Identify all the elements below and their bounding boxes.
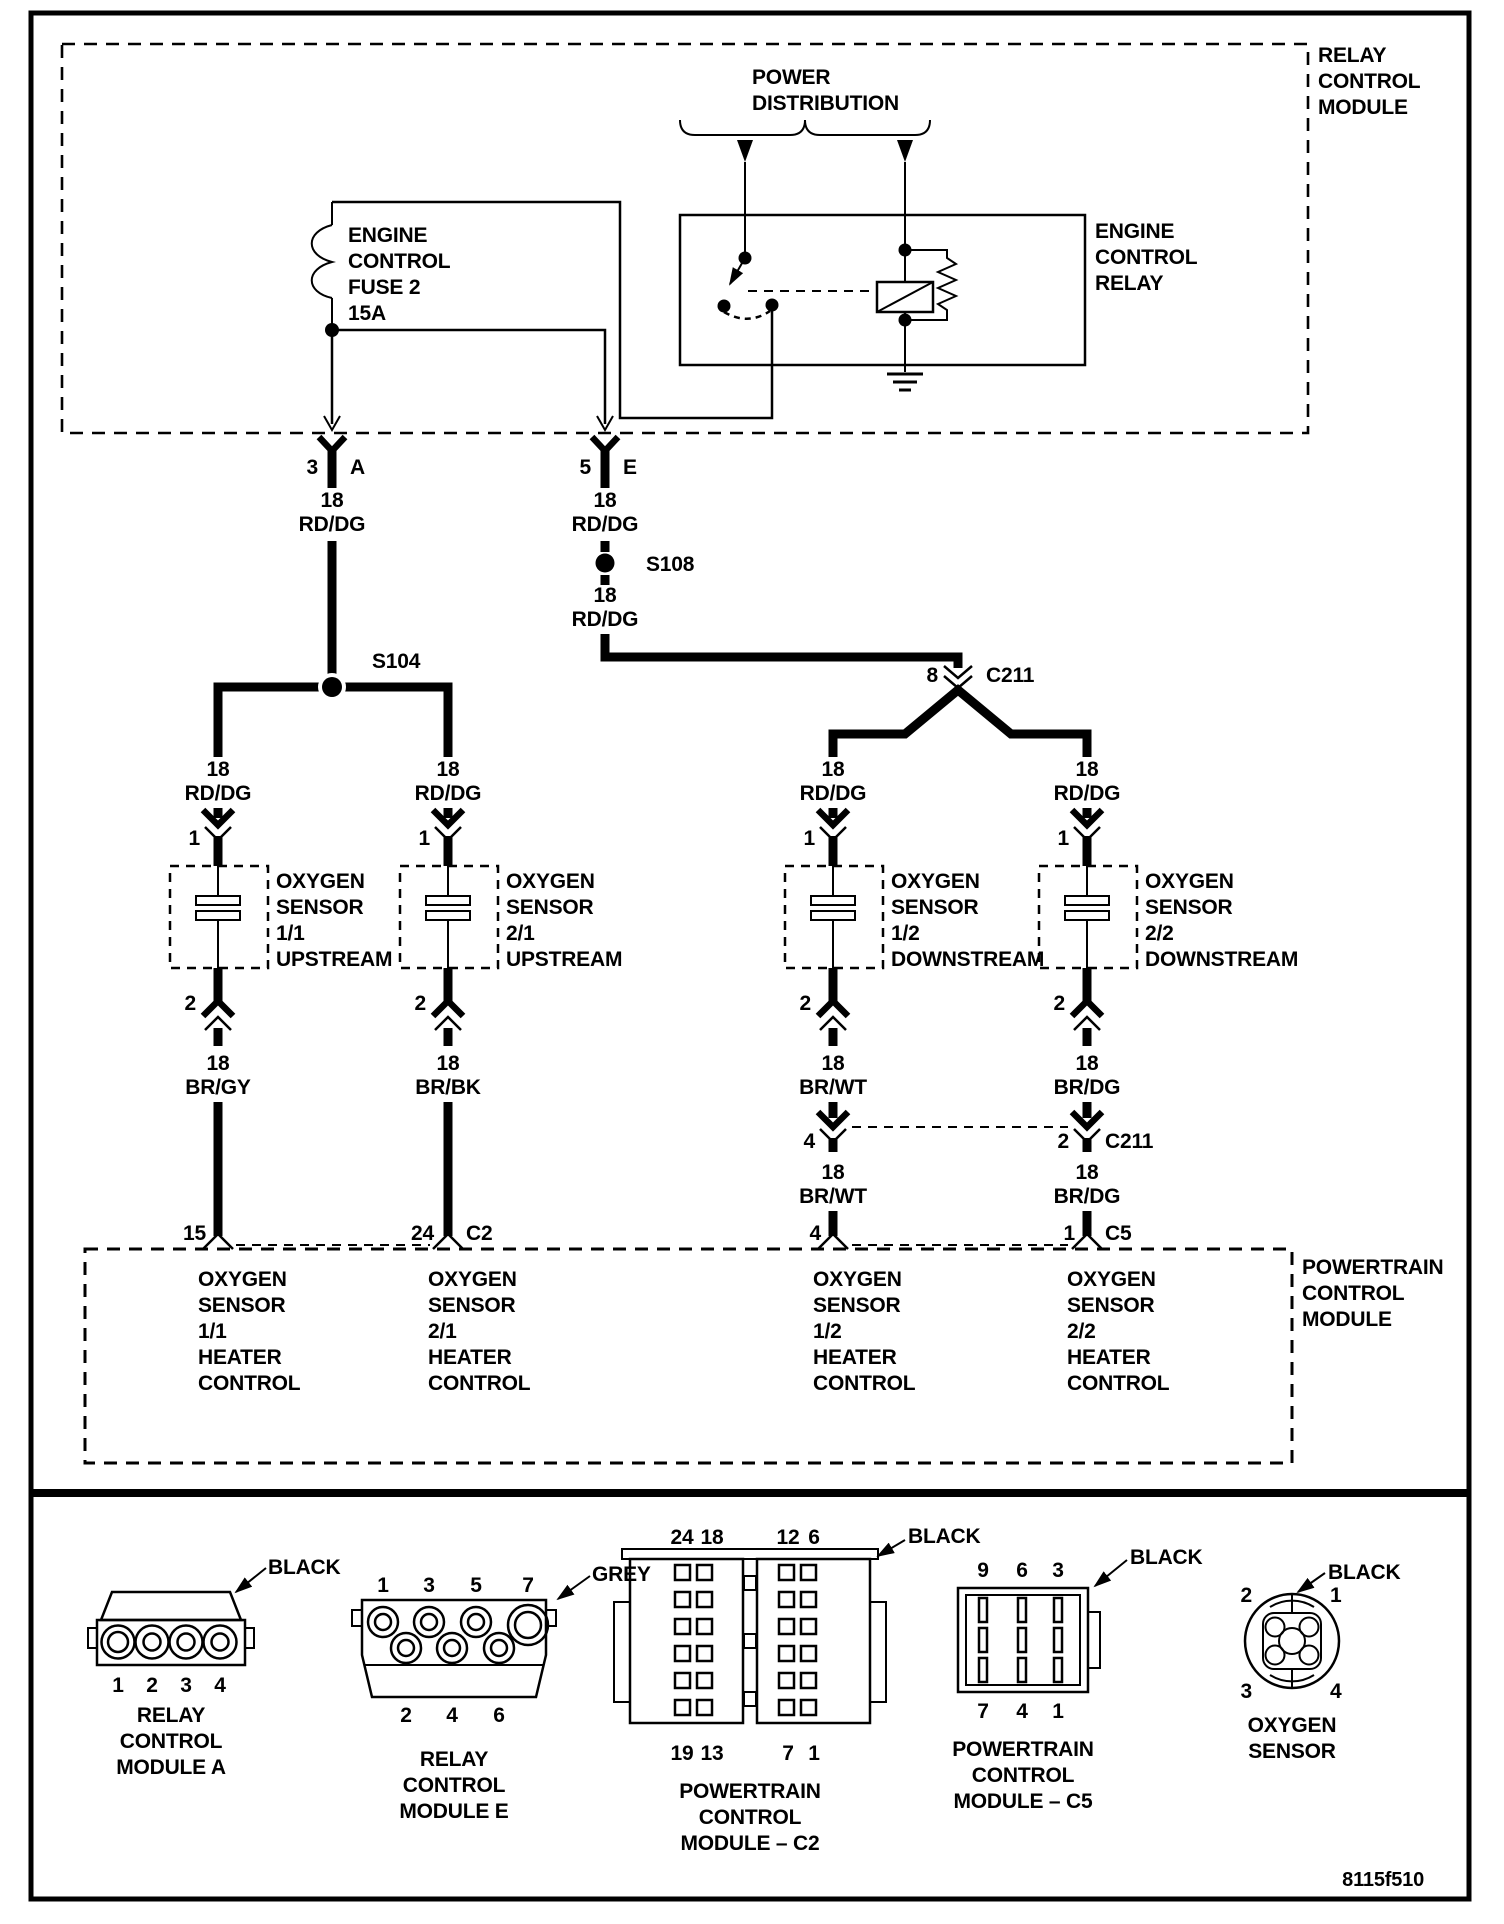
pcm-text: SENSOR bbox=[428, 1294, 516, 1317]
pcm-text: 2/1 bbox=[428, 1320, 457, 1343]
cavity-number: 6 bbox=[1016, 1559, 1028, 1582]
connector-symbol-a bbox=[319, 437, 345, 451]
heater-element bbox=[1065, 911, 1109, 920]
relay-control-module-box bbox=[62, 44, 1421, 433]
c2-wing-left bbox=[614, 1602, 630, 1702]
cavity bbox=[484, 1633, 514, 1663]
c2-top-rail bbox=[622, 1549, 878, 1559]
power-distribution-label: POWER bbox=[752, 66, 831, 89]
pcm-text: HEATER bbox=[198, 1346, 282, 1369]
return-1-1 bbox=[183, 968, 251, 1249]
cavity-number: 7 bbox=[977, 1700, 989, 1723]
cavity bbox=[398, 1640, 414, 1656]
cavity-number: 4 bbox=[214, 1674, 226, 1697]
pcm-text: CONTROL bbox=[1067, 1372, 1170, 1395]
fuse-label: CONTROL bbox=[348, 250, 451, 273]
connector-color: GREY bbox=[592, 1563, 651, 1586]
cavity-number: 4 bbox=[446, 1704, 458, 1727]
c211-pin: 4 bbox=[803, 1130, 815, 1153]
o2-pin-housing bbox=[1263, 1613, 1321, 1669]
return-2-2 bbox=[1054, 968, 1154, 1249]
wire-color: RD/DG bbox=[414, 782, 482, 805]
return-2-1 bbox=[411, 968, 492, 1249]
sensor-label: SENSOR bbox=[891, 896, 979, 919]
cavity-number: 18 bbox=[700, 1526, 724, 1549]
pcm-connector-name: C5 bbox=[1105, 1222, 1132, 1245]
connector-e-tab bbox=[352, 1610, 362, 1626]
cavity-number: 5 bbox=[470, 1574, 482, 1597]
color-leader bbox=[1095, 1560, 1127, 1586]
engine-control-relay-label: RELAY bbox=[1095, 272, 1164, 295]
inline-connector-3 bbox=[804, 808, 848, 866]
pin-number: 2 bbox=[184, 992, 196, 1015]
connector-view-relay-a bbox=[88, 1556, 341, 1779]
return-1-2 bbox=[799, 968, 867, 1249]
wire-color: BR/GY bbox=[185, 1076, 251, 1099]
cavity bbox=[136, 1626, 169, 1659]
cavity-number: 3 bbox=[423, 1574, 435, 1597]
power-distribution-label: DISTRIBUTION bbox=[752, 92, 899, 115]
wire-gauge: 18 bbox=[436, 1052, 460, 1075]
cavity-number: 1 bbox=[112, 1674, 124, 1697]
sensor-label: DOWNSTREAM bbox=[1145, 948, 1299, 971]
power-feed-arrow-right bbox=[897, 140, 913, 162]
pcm-heater-label-1-1 bbox=[198, 1268, 301, 1395]
pcm-text: OXYGEN bbox=[198, 1268, 287, 1291]
relay-control-module-label: CONTROL bbox=[1318, 70, 1421, 93]
c2-latch bbox=[744, 1576, 756, 1590]
pin-cavity: A bbox=[350, 456, 365, 479]
part-code: 8115f510 bbox=[1342, 1869, 1424, 1891]
circuit-branch-a bbox=[299, 437, 366, 687]
relay-control-module-label: MODULE bbox=[1318, 96, 1408, 119]
power-distribution bbox=[680, 66, 930, 258]
connector-title: MODULE E bbox=[399, 1800, 509, 1823]
wire-color: RD/DG bbox=[799, 782, 867, 805]
engine-control-relay bbox=[332, 202, 1198, 418]
c2-latch bbox=[744, 1634, 756, 1648]
pcm-text: CONTROL bbox=[198, 1372, 301, 1395]
pcm-connector-name: C2 bbox=[466, 1222, 493, 1245]
cavity-number: 7 bbox=[782, 1742, 794, 1765]
pcm-pin: 4 bbox=[809, 1222, 821, 1245]
pin-number: 2 bbox=[1053, 992, 1065, 1015]
sensor-label: OXYGEN bbox=[891, 870, 980, 893]
feed-branch-e bbox=[332, 330, 605, 424]
connector-title: OXYGEN bbox=[1247, 1714, 1337, 1737]
pcm-text: OXYGEN bbox=[1067, 1268, 1156, 1291]
connector-color: BLACK bbox=[268, 1556, 341, 1579]
connector-title: MODULE – C5 bbox=[953, 1790, 1093, 1813]
color-leader bbox=[558, 1576, 590, 1599]
cavity bbox=[368, 1607, 398, 1637]
cavity-number: 1 bbox=[1052, 1700, 1064, 1723]
oxygen-sensor-2-2 bbox=[1039, 866, 1298, 971]
cavity-number: 9 bbox=[977, 1559, 989, 1582]
pcm-text: HEATER bbox=[813, 1346, 897, 1369]
pcm-text: OXYGEN bbox=[428, 1268, 517, 1291]
wire-color: BR/DG bbox=[1053, 1076, 1121, 1099]
inline-connector-1 bbox=[189, 808, 233, 866]
brace bbox=[680, 120, 930, 135]
pcm-text: HEATER bbox=[428, 1346, 512, 1369]
cavity bbox=[204, 1626, 237, 1659]
connector-title: POWERTRAIN bbox=[679, 1780, 821, 1803]
cavity-number: 7 bbox=[522, 1574, 534, 1597]
connector-title: CONTROL bbox=[119, 1730, 223, 1753]
sensor-label: OXYGEN bbox=[506, 870, 595, 893]
c5-outer bbox=[958, 1588, 1088, 1692]
cavity-number: 19 bbox=[670, 1742, 694, 1765]
heater-element bbox=[811, 896, 855, 905]
fuse-label: ENGINE bbox=[348, 224, 428, 247]
heater-element bbox=[1065, 896, 1109, 905]
pcm-heater-label-1-2 bbox=[813, 1268, 916, 1395]
sensor-label: 2/1 bbox=[506, 922, 535, 945]
connector-title: CONTROL bbox=[971, 1764, 1075, 1787]
pcm-text: SENSOR bbox=[198, 1294, 286, 1317]
pcm-text: 2/2 bbox=[1067, 1320, 1096, 1343]
c5-tab bbox=[1088, 1612, 1100, 1668]
cavity-number: 4 bbox=[1016, 1700, 1028, 1723]
wire-color: RD/DG bbox=[571, 608, 639, 631]
coil-resistor bbox=[905, 250, 956, 320]
cavity-number: 3 bbox=[180, 1674, 192, 1697]
wire-gauge: 18 bbox=[593, 489, 617, 512]
heater-element bbox=[426, 896, 470, 905]
cavity-number: 2 bbox=[146, 1674, 158, 1697]
connector-title: CONTROL bbox=[402, 1774, 506, 1797]
cavity bbox=[461, 1607, 491, 1637]
cavity bbox=[108, 1632, 128, 1652]
connector-title: RELAY bbox=[419, 1748, 489, 1771]
cavity bbox=[421, 1614, 437, 1630]
cavity-number: 1 bbox=[377, 1574, 389, 1597]
wire-color: RD/DG bbox=[571, 513, 639, 536]
connector-title: CONTROL bbox=[698, 1806, 802, 1829]
connector-color: BLACK bbox=[1130, 1546, 1203, 1569]
oxygen-sensor-2-1 bbox=[400, 866, 622, 971]
pcm-text: 1/2 bbox=[813, 1320, 842, 1343]
relay-control-module-label: RELAY bbox=[1318, 44, 1387, 67]
wire-color: RD/DG bbox=[184, 782, 252, 805]
heater-element bbox=[196, 896, 240, 905]
oxygen-sensor-1-2 bbox=[785, 866, 1044, 971]
wire-gauge: 18 bbox=[821, 1052, 845, 1075]
pcm-label: CONTROL bbox=[1302, 1282, 1405, 1305]
pcm-heater-label-2-1 bbox=[428, 1268, 531, 1395]
cavity-number: 24 bbox=[670, 1526, 694, 1549]
pin-number: 2 bbox=[414, 992, 426, 1015]
connector-symbol-e bbox=[592, 437, 618, 451]
sensor-returns bbox=[183, 968, 1154, 1249]
connector-title: RELAY bbox=[136, 1704, 206, 1727]
powertrain-control-module-box bbox=[85, 1249, 1444, 1463]
sensor-label: SENSOR bbox=[276, 896, 364, 919]
wire-gauge: 18 bbox=[320, 489, 344, 512]
sensor-label: DOWNSTREAM bbox=[891, 948, 1045, 971]
pin-number: 3 bbox=[306, 456, 318, 479]
relay-switch-arm bbox=[730, 258, 745, 284]
cavity-number: 2 bbox=[1240, 1584, 1252, 1607]
c2-wing-right bbox=[870, 1602, 886, 1702]
cavity bbox=[468, 1614, 484, 1630]
wire-color: RD/DG bbox=[298, 513, 366, 536]
c5-pin-grid bbox=[979, 1598, 1062, 1682]
connector-title: MODULE – C2 bbox=[680, 1832, 820, 1855]
cavity-number: 1 bbox=[808, 1742, 820, 1765]
wire-color: BR/WT bbox=[799, 1185, 867, 1208]
wire-gauge: 18 bbox=[1075, 1161, 1099, 1184]
inline-connector-4 bbox=[1058, 808, 1102, 866]
cavity bbox=[515, 1612, 541, 1638]
c2-latch bbox=[744, 1692, 756, 1706]
pcm-text: CONTROL bbox=[428, 1372, 531, 1395]
wire-gauge: 18 bbox=[593, 584, 617, 607]
pcm-text: SENSOR bbox=[1067, 1294, 1155, 1317]
cavity bbox=[170, 1626, 203, 1659]
sensor-label: 1/2 bbox=[891, 922, 920, 945]
relay-coil-diagonal bbox=[877, 282, 933, 312]
wire-gauge: 18 bbox=[1075, 758, 1099, 781]
splice-s104 bbox=[322, 677, 342, 697]
cavity bbox=[375, 1614, 391, 1630]
wire-gauge: 18 bbox=[821, 758, 845, 781]
connector-a-hood bbox=[101, 1592, 241, 1620]
cavity-number: 1 bbox=[1330, 1584, 1342, 1607]
c211-split bbox=[833, 690, 1087, 757]
wire-color: BR/BK bbox=[415, 1076, 481, 1099]
cavity bbox=[414, 1607, 444, 1637]
ground-symbol bbox=[887, 374, 923, 390]
pin-number: 2 bbox=[799, 992, 811, 1015]
wire-run-to-c211 bbox=[605, 634, 958, 668]
cavity bbox=[212, 1634, 229, 1651]
connector-color: BLACK bbox=[908, 1525, 981, 1548]
sensor-feeds bbox=[185, 758, 1121, 866]
fuse-element bbox=[312, 225, 332, 298]
pcm-text: SENSOR bbox=[813, 1294, 901, 1317]
connector-view-pcm-c5 bbox=[952, 1546, 1202, 1813]
o2-center-boss bbox=[1279, 1628, 1305, 1654]
inline-connector-2 bbox=[419, 808, 463, 866]
cavity-number: 12 bbox=[776, 1526, 800, 1549]
cavity bbox=[437, 1633, 467, 1663]
pcm-text: 1/1 bbox=[198, 1320, 227, 1343]
relay-contact-left bbox=[718, 300, 731, 313]
connector-a-tab bbox=[245, 1628, 254, 1648]
cavity bbox=[491, 1640, 507, 1656]
heater-element bbox=[811, 911, 855, 920]
connector-c211-top bbox=[833, 664, 1087, 757]
pin-number: 1 bbox=[188, 827, 200, 850]
sensor-label: UPSTREAM bbox=[276, 948, 393, 971]
power-feed-arrow-left bbox=[737, 140, 753, 162]
connector-a-tab bbox=[88, 1628, 97, 1648]
pin-number: 1 bbox=[803, 827, 815, 850]
wire-gauge: 18 bbox=[436, 758, 460, 781]
cavity-number: 6 bbox=[493, 1704, 505, 1727]
cavity bbox=[178, 1634, 195, 1651]
pin-cavity: E bbox=[623, 456, 637, 479]
sensor-label: OXYGEN bbox=[1145, 870, 1234, 893]
pin-number: 5 bbox=[579, 456, 591, 479]
wire-gauge: 18 bbox=[206, 1052, 230, 1075]
cavity bbox=[144, 1634, 161, 1651]
sensor-label: 2/2 bbox=[1145, 922, 1174, 945]
c211-name: C211 bbox=[1105, 1130, 1154, 1153]
connector-view-pcm-c2 bbox=[614, 1525, 981, 1855]
sensor-label: UPSTREAM bbox=[506, 948, 623, 971]
sensor-label: OXYGEN bbox=[276, 870, 365, 893]
fuse-label: FUSE 2 bbox=[348, 276, 421, 299]
cavity-number: 13 bbox=[700, 1742, 724, 1765]
engine-control-relay-label: ENGINE bbox=[1095, 220, 1175, 243]
pcm-text: HEATER bbox=[1067, 1346, 1151, 1369]
wire-gauge: 18 bbox=[1075, 1052, 1099, 1075]
wire-gauge: 18 bbox=[821, 1161, 845, 1184]
pin-number: 1 bbox=[1057, 827, 1069, 850]
wire-color: RD/DG bbox=[1053, 782, 1121, 805]
pin-number: 1 bbox=[418, 827, 430, 850]
splice-s104-label: S104 bbox=[372, 650, 421, 673]
relay-outline bbox=[680, 215, 1085, 365]
heater-element bbox=[426, 911, 470, 920]
connector-title: SENSOR bbox=[1248, 1740, 1336, 1763]
heater-element bbox=[196, 911, 240, 920]
connector-view-oxygen-sensor bbox=[1241, 1561, 1401, 1763]
pcm-text: OXYGEN bbox=[813, 1268, 902, 1291]
cavity bbox=[444, 1640, 460, 1656]
sensor-label: 1/1 bbox=[276, 922, 305, 945]
relay-contact-travel-arc bbox=[724, 311, 770, 319]
pcm-text: CONTROL bbox=[813, 1372, 916, 1395]
c211-name: C211 bbox=[986, 664, 1035, 687]
c211-pin: 8 bbox=[926, 664, 938, 687]
pcm-pin: 15 bbox=[183, 1222, 206, 1245]
cavity bbox=[391, 1633, 421, 1663]
cavity-number: 3 bbox=[1052, 1559, 1064, 1582]
cavity-number: 3 bbox=[1240, 1680, 1252, 1703]
sensor-label: SENSOR bbox=[1145, 896, 1233, 919]
sensor-label: SENSOR bbox=[506, 896, 594, 919]
connector-title: MODULE A bbox=[116, 1756, 226, 1779]
splice-s108 bbox=[596, 554, 615, 573]
color-leader bbox=[236, 1568, 266, 1592]
wire-gauge: 18 bbox=[206, 758, 230, 781]
connector-title: POWERTRAIN bbox=[952, 1738, 1094, 1761]
cavity-number: 6 bbox=[808, 1526, 820, 1549]
wire-color: BR/DG bbox=[1053, 1185, 1121, 1208]
cavity bbox=[102, 1626, 135, 1659]
fuse-label: 15A bbox=[348, 302, 386, 325]
circuit-branch-e bbox=[572, 437, 958, 668]
engine-control-relay-label: CONTROL bbox=[1095, 246, 1198, 269]
pcm-pin: 24 bbox=[411, 1222, 434, 1245]
engine-control-fuse bbox=[312, 202, 613, 430]
connector-view-relay-e bbox=[352, 1563, 651, 1823]
connector-color: BLACK bbox=[1328, 1561, 1401, 1584]
pcm-heater-label-2-2 bbox=[1067, 1268, 1170, 1395]
c211-pin: 2 bbox=[1057, 1130, 1069, 1153]
splice-s108-label: S108 bbox=[646, 553, 695, 576]
cavity-number: 4 bbox=[1330, 1680, 1342, 1703]
wire-color: BR/WT bbox=[799, 1076, 867, 1099]
cavity-number: 2 bbox=[400, 1704, 412, 1727]
pcm-label: MODULE bbox=[1302, 1308, 1392, 1331]
pcm-pin: 1 bbox=[1063, 1222, 1075, 1245]
c2-right-block bbox=[757, 1559, 870, 1723]
oxygen-sensor-1-1 bbox=[170, 866, 392, 971]
pcm-label: POWERTRAIN bbox=[1302, 1256, 1444, 1279]
color-leader bbox=[1298, 1573, 1325, 1592]
color-leader bbox=[878, 1540, 905, 1556]
